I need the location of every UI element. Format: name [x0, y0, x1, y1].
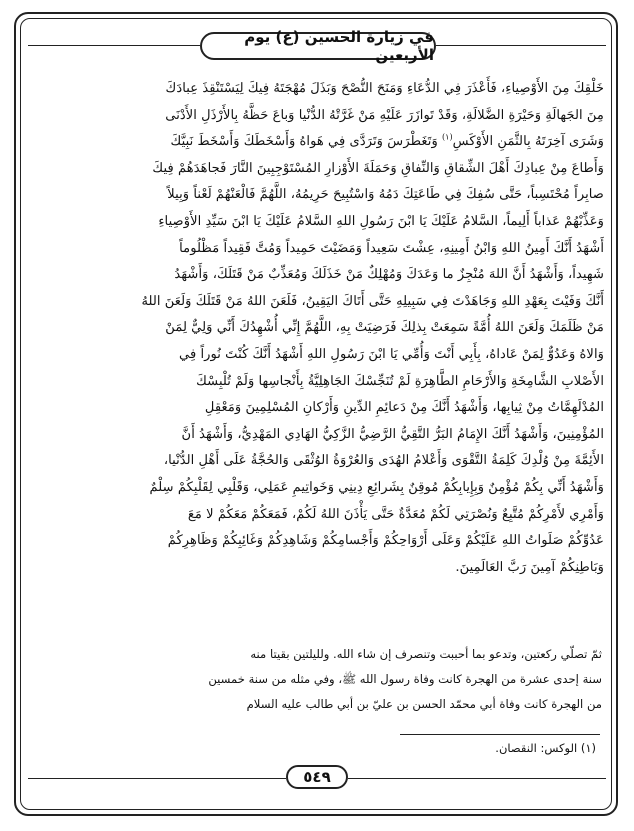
page-number-badge: [286, 765, 348, 789]
running-header: [200, 28, 436, 64]
text-line: مَنْ ظَلَمَكَ وَلَعَنَ اللهُ أُمَّةً سَمِعَتْ بِذلِكَ فَرَضِيَتْ بِهِ، اللَّهُمَّ إِنِّي أُشْهِدُكَ أَنِّي وَلِيٌّ لِمَنْ: [165, 320, 604, 336]
footnote-separator: [400, 734, 600, 735]
text-line: صابِراً مُحْتَسِباً، حَتَّى سُفِكَ فِي طَاعَتِكَ دَمُهُ وَاسْتُبِيحَ حَرِيمُهُ، اللَّهُمَّ فَالْعَنْهُمْ لَعْناً وَبِيلاً: [167, 187, 604, 203]
text-line: وَأَطاعَ مِنْ عِبادِكَ أَهْلَ الشِّقاقِ وَالنِّفاقِ وَحَمَلَةَ الأَوْزارِ المُسْتَوْجِبِينَ النَّارَ فَجاهَدَهُمْ فِيكَ: [152, 160, 604, 176]
secondary-text-block: [36, 642, 602, 718]
text-line: [32, 129, 604, 156]
text-line: الأَصْلابِ الشَّامِخَةِ وَالأَرْحَامِ الطَّاهِرَةِ لَمْ تُنَجِّسْكَ الجَاهِلِيَّةُ بِأَنْجاسِها وَلَمْ تُلْبِسْكَ: [196, 373, 604, 389]
text-line: ثمّ تصلّي ركعتين، وتدعو بما أحببت وتنصرف إن شاء الله. ولليلتين بقيتا منه: [250, 647, 602, 661]
text-segment: وَشَرَى آخِرَتَهُ بِالثَّمَنِ الأَوْكَسِ: [452, 134, 604, 150]
text-line: خَلْقِكَ مِنَ الأَوْصِياءِ، فَأَعْذَرَ فِي الدُّعَاءِ وَمَنَحَ النُّصْحَ وَبَذَلَ مُهْجَتَهُ فِيكَ لِيَسْتَنْقِذَ عِبادَكَ: [165, 81, 604, 96]
text-line: وَعَذِّبْهُمْ عَذاباً أَلِيماً، السَّلامُ عَلَيْكَ يَا ابْنَ رَسُولِ اللهِ السَّلامُ عَلَيْكَ يَا ابْنَ سَيِّدِ الأَوْصِياءِ: [158, 213, 604, 229]
main-text-block: [32, 76, 604, 636]
text-line: المُدْلَهِمَّاتُ مِنْ ثِيابِها، وَأَشْهَدُ أَنَّكَ مِنْ دَعائِمِ الدِّينِ وَأَرْكانِ المُسْلِمِينَ وَمَعْقِلِ: [204, 400, 604, 416]
text-line: وَبَاطِنِكُمْ آمِينَ رَبَّ العَالَمِينَ.: [455, 559, 604, 575]
footer-rule-right: [348, 778, 606, 779]
text-line: سنة إحدى عشرة من الهجرة كانت وفاة رسول الله ﷺ، وفي مثله من سنة خمسين: [208, 672, 602, 686]
text-line: المُؤْمِنِينَ، وَأَشْهَدُ أَنَّكَ الإِمَامُ البَرُّ التَّقِيُّ الرَّضِيُّ الزَّكِيُّ الهَادِي المَهْدِيُّ، وَأَشْهَدُ أَنَّ: [181, 426, 604, 442]
header-rule-right: [436, 45, 606, 46]
footnote-reference: (١): [442, 132, 453, 142]
footer-rule-left: [28, 778, 286, 779]
header-rule-left: [28, 45, 200, 46]
text-line: وَالاهُ وَعَدُوٌّ لِمَنْ عَاداهُ، بِأَبِي أَنْتَ وَأُمِّي يَا ابْنَ رَسُولِ اللهِ أَشْهَدُ أَنَّكَ كُنْتَ نُوراً فِي: [178, 346, 604, 362]
text-line: الأَئِمَّةَ مِنْ وُلْدِكَ كَلِمَةُ التَّقْوَى وَأَعْلامُ الهُدَى وَالعُرْوَةُ الوُثْقَى وَالحُجَّةُ عَلَى أَهْلِ الدُّنْيا،: [163, 453, 604, 469]
text-line: عَدُوِّكُمْ صَلَواتُ اللهِ عَلَيْكُمْ وَعَلَى أَرْوَاحِكُمْ وَأَجْسامِكُمْ وَشَاهِدِكُمْ وَغَائِبِكُمْ وَظَاهِرِكُمْ: [167, 533, 604, 549]
footnote: (١) الوكس: النقصان.: [495, 741, 596, 755]
text-line: وَأَمْرِي لأَمْرِكُمْ مُتَّبِعٌ وَنُصْرَتِي لَكُمْ مُعَدَّةٌ حَتَّى يَأْذَنَ اللهُ لَكُمْ، فَمَعَكُمْ مَعَكُمْ لا مَعَ: [187, 506, 604, 522]
text-line: شَهِيداً، وَأَشْهَدُ أَنَّ اللهَ مُنْجِزٌ ما وَعَدَكَ وَمُهْلِكٌ مَنْ خَذَلَكَ وَمُعَذِّبٌ مَنْ قَتَلَكَ، وَأَشْهَدُ: [174, 267, 604, 283]
running-header-title: في زيارة الحسين (ع) يوم الأربعين: [244, 28, 434, 64]
text-line: أَنَّكَ وَفَيْتَ بِعَهْدِ اللهِ وَجَاهَدْتَ فِي سَبِيلِهِ حَتَّى أَتَاكَ اليَقِينُ، فَلَعَنَ اللهُ مَنْ قَتَلَكَ وَلَعَنَ اللهُ: [141, 293, 604, 309]
text-segment: وَتَغَطْرَسَ وَتَرَدَّى فِي هَواهُ وَأَسْخَطَكَ وَأَسْخَطَ نَبِيَّكَ: [170, 134, 438, 150]
text-line: أَشْهَدُ أَنَّكَ أَمِينُ اللهِ وَابْنُ أَمِينِهِ، عِشْتَ سَعِيداً وَمَضَيْتَ حَمِيداً وَمُتَّ فَقِيداً مَظْلُوماً: [179, 240, 604, 256]
page-number: ٥٤٩: [303, 768, 331, 786]
text-line: من الهجرة كانت وفاة أبي محمّد الحسن بن عليّ بن أبي طالب عليه السلام: [246, 697, 602, 711]
text-line: مِنَ الجَهالَةِ وَحَيْرَةِ الضَّلالَةِ، وَقَدْ تَوازَرَ عَلَيْهِ مَنْ غَرَّتْهُ الدُّنْيا وَباعَ حَظَّهُ بِالأَرْذَلِ الأَدْنَى: [165, 107, 604, 123]
text-line: وَأَشْهَدُ أَنِّي بِكُمْ مُؤْمِنٌ وَبِإِيابِكُمْ مُوقِنٌ بِشَرائِعِ دِينِي وَخَواتِيمِ عَمَلِي، وَقَلْبِي لِقَلْبِكُمْ سِلْمٌ: [149, 479, 604, 495]
